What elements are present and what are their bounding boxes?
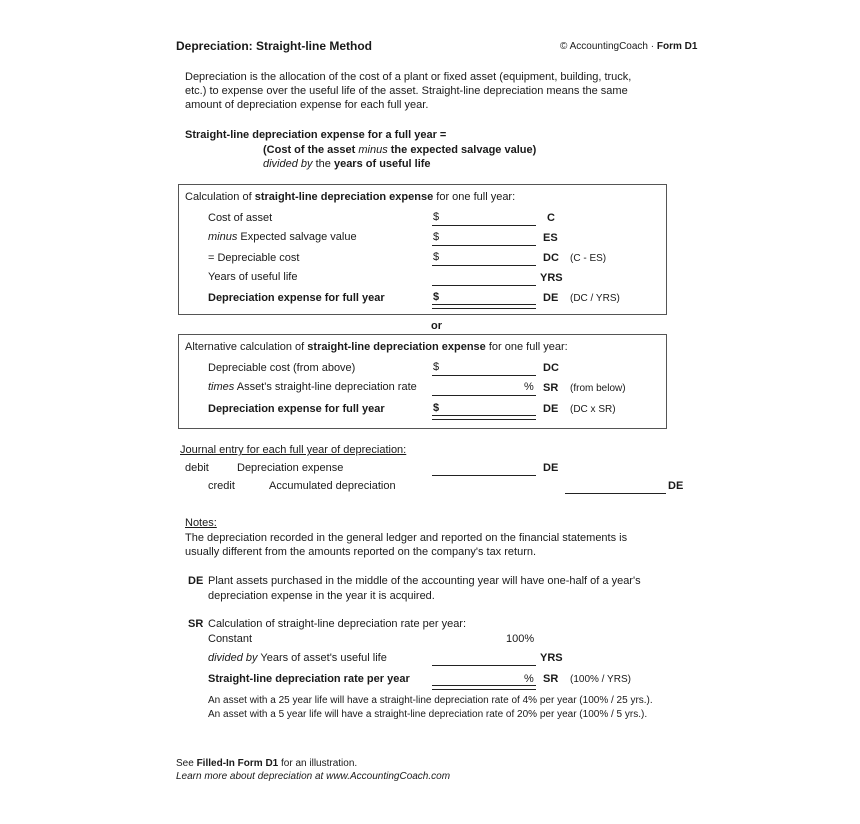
formula-line-1: Straight-line depreciation expense for a full year = — [185, 129, 447, 141]
alt-expense-label: Depreciation expense for full year — [208, 403, 385, 415]
intro-line-2: etc.) to expense over the useful life of the asset. Straight-line depreciation means the same — [185, 85, 628, 97]
depreciation-expense-label: Depreciation expense for full year — [208, 292, 385, 304]
filled-in-form-link[interactable]: Filled-In Form D1 — [196, 758, 279, 769]
alt-depreciable-cost-field[interactable] — [432, 375, 536, 376]
sr-years-text: Years of asset's useful life — [257, 652, 387, 664]
sr-rate-field[interactable] — [432, 685, 536, 690]
alt-expense-code: DE — [543, 403, 559, 415]
calculation-heading — [185, 191, 515, 203]
depreciable-dollar-sign: $ — [433, 251, 440, 263]
sr-rate-percent: % — [524, 673, 534, 685]
salvage-value-label — [208, 231, 357, 243]
journal-debit-field[interactable] — [432, 475, 536, 476]
depreciable-cost-field[interactable] — [432, 265, 536, 266]
years-useful-life-label: Years of useful life — [208, 271, 298, 283]
sr-note-heading: Calculation of straight-line depreciation rate per year: — [208, 618, 467, 630]
journal-credit-code: DE — [668, 480, 684, 492]
page-title: Depreciation: Straight-line Method — [176, 39, 373, 53]
journal-debit-account: Depreciation expense — [237, 462, 344, 474]
form-id: Form D1 — [656, 41, 698, 52]
footer-learn-more[interactable]: Learn more about depreciation at www.AccountingCoach.com — [176, 771, 451, 782]
cost-code: C — [547, 212, 555, 224]
salvage-minus-text: minus — [208, 231, 238, 243]
sr-years-field[interactable] — [432, 665, 536, 666]
formula-minus-text: minus — [358, 144, 388, 156]
sr-divided-label — [208, 652, 387, 664]
formula-the-text: the — [312, 158, 334, 170]
salvage-dollar-sign: $ — [433, 231, 440, 243]
footer-see-a: See — [176, 758, 197, 769]
formula-divided-text: divided by — [263, 158, 313, 170]
cost-of-asset-field[interactable] — [432, 225, 536, 226]
alt-rate-label — [208, 381, 417, 393]
alt-expense-dollar-sign: $ — [433, 402, 440, 414]
cost-dollar-sign: $ — [433, 211, 440, 223]
alt-rate-field[interactable] — [432, 395, 536, 396]
alternative-heading — [185, 341, 568, 353]
journal-heading: Journal entry for each full year of depreciation: — [180, 444, 407, 456]
sr-rate-code: SR — [543, 673, 559, 685]
calc-heading-b: straight-line depreciation expense — [254, 191, 434, 203]
alt-expense-note: (DC x SR) — [570, 404, 616, 415]
alt-dc-code: DC — [543, 362, 559, 374]
notes-line-2: usually different from the amounts reported on the company's tax return. — [185, 546, 537, 558]
sr-rate-label: Straight-line depreciation rate per year — [208, 673, 410, 685]
intro-line-3: amount of depreciation expense for each full year. — [185, 99, 429, 111]
formula-years-text: years of useful life — [333, 158, 431, 170]
depreciable-cost-label: = Depreciable cost — [208, 252, 300, 264]
expense-code: DE — [543, 292, 559, 304]
alt-rate-percent: % — [524, 381, 534, 393]
alt-heading-c: for one full year: — [485, 341, 568, 353]
alt-rate-text: Asset's straight-line depreciation rate — [234, 381, 417, 393]
alt-rate-code: SR — [543, 382, 559, 394]
salvage-text: Expected salvage value — [237, 231, 357, 243]
journal-debit-code: DE — [543, 462, 559, 474]
alt-dc-dollar-sign: $ — [433, 361, 440, 373]
formula-line-2 — [263, 144, 536, 156]
journal-credit-account: Accumulated depreciation — [269, 480, 396, 492]
expense-dollar-sign: $ — [433, 291, 440, 303]
expense-note: (DC / YRS) — [570, 293, 620, 304]
de-note-line-2: depreciation expense in the year it is acquired. — [208, 590, 435, 602]
copyright-text — [560, 41, 697, 52]
salvage-code: ES — [543, 232, 558, 244]
calc-heading-c: for one full year: — [433, 191, 516, 203]
journal-credit-field[interactable] — [565, 493, 666, 494]
alt-rate-note: (from below) — [570, 383, 626, 394]
cost-of-asset-label: Cost of asset — [208, 212, 273, 224]
sr-example-1: An asset with a 25 year life will have a straight-line depreciation rate of 4% per year (100% / 25 yrs.). — [208, 695, 653, 706]
intro-line-1: Depreciation is the allocation of the cost of a plant or fixed asset (equipment, building, truck, — [185, 71, 632, 83]
salvage-value-field[interactable] — [432, 245, 536, 246]
sr-example-2: An asset with a 5 year life will have a straight-line depreciation rate of 20% per year (100% / 5 yrs.). — [208, 709, 648, 720]
notes-line-1: The depreciation recorded in the general ledger and reported on the financial statements is — [185, 532, 628, 544]
sr-note-code: SR — [188, 618, 204, 630]
sr-constant-value: 100% — [506, 633, 535, 645]
formula-salvage-text: the expected salvage value) — [387, 144, 537, 156]
journal-debit-label: debit — [185, 462, 209, 474]
years-useful-life-field[interactable] — [432, 285, 536, 286]
journal-credit-label: credit — [208, 480, 235, 492]
footer-see-c: for an illustration. — [278, 758, 358, 769]
years-code: YRS — [540, 272, 563, 284]
copyright-label: © AccountingCoach · — [560, 41, 657, 52]
notes-heading: Notes: — [185, 517, 217, 529]
sr-rate-note: (100% / YRS) — [570, 674, 631, 685]
sr-divided-by-text: divided by — [208, 652, 258, 664]
depreciable-code: DC — [543, 252, 559, 264]
footer-see-text — [176, 758, 357, 769]
formula-line-3 — [263, 158, 431, 170]
alt-depreciable-cost-label: Depreciable cost (from above) — [208, 362, 356, 374]
alt-heading-a: Alternative calculation of — [185, 341, 308, 353]
sr-constant-label: Constant — [208, 633, 253, 645]
sr-years-code: YRS — [540, 652, 563, 664]
depreciation-expense-field[interactable] — [432, 304, 536, 309]
de-note-line-1: Plant assets purchased in the middle of the accounting year will have one-half of a year's — [208, 575, 641, 587]
alt-times-text: times — [208, 381, 235, 393]
formula-cost-text: (Cost of the asset — [263, 144, 359, 156]
or-separator: or — [431, 320, 442, 332]
alt-expense-field[interactable] — [432, 415, 536, 420]
calc-heading-a: Calculation of — [185, 191, 255, 203]
de-note-code: DE — [188, 575, 204, 587]
alt-heading-b: straight-line depreciation expense — [307, 341, 486, 353]
depreciable-note: (C - ES) — [570, 253, 607, 264]
